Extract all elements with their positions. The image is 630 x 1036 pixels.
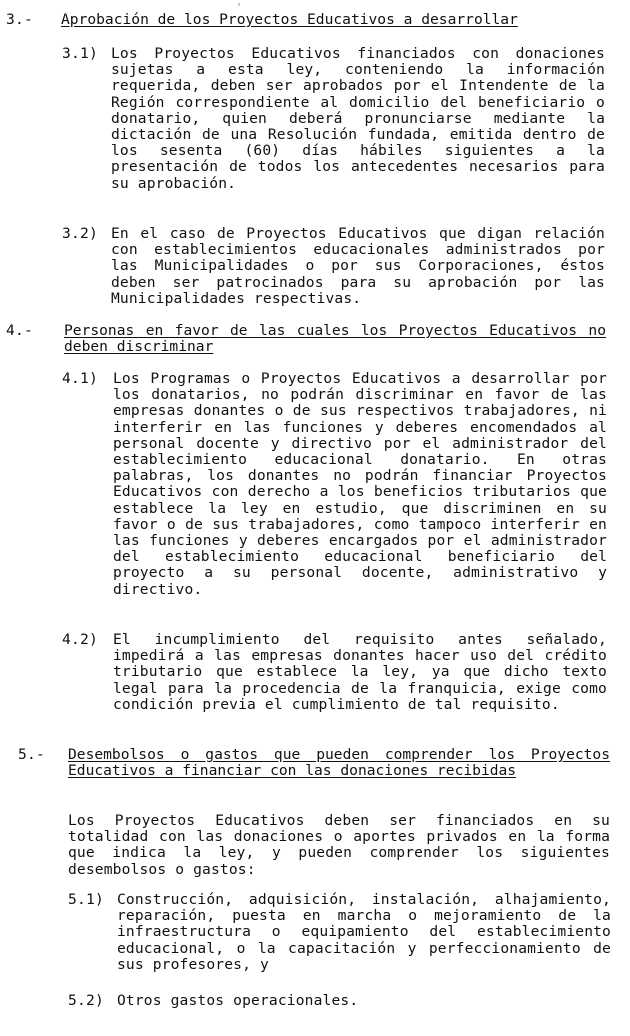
item-3-2-number: 3.2) (62, 225, 98, 242)
item-5-2-number: 5.2) (68, 992, 104, 1009)
item-3-1-text: Los Proyectos Educativos financiados con donaciones sujetas a esta ley, conteniendo la información requerida, deben ser aprobados por el Intendente de la Región correspondiente al domicilio del beneficiario o donatario, quien deberá pronunciarse mediante la dictación de una Resolución fundada, emitida dentro de los sesenta (60) días hábiles siguientes a la presentación de todos los antecedentes necesarios para su aprobación. (111, 45, 605, 192)
item-3-1-number: 3.1) (62, 45, 98, 62)
section-3-heading: Aprobación de los Proyectos Educativos a desarrollar (61, 11, 518, 28)
item-5-1-number: 5.1) (68, 891, 104, 908)
section-5-number: 5.- (18, 746, 45, 763)
section-5-intro: Los Proyectos Educativos deben ser financiados en su totalidad con las donaciones o aportes privados en la forma que indica la ley, y pueden comprender los siguientes desembolsos o gastos: (68, 812, 610, 878)
item-5-2-text: Otros gastos operacionales. (117, 992, 359, 1009)
stray-mark: ' (236, 2, 243, 13)
item-3-2-text: En el caso de Proyectos Educativos que digan relación con establecimientos educacionales administrados por las Municipalidades o por sus Corporaciones, éstos deben ser patrocinados para su aprobación por las Municipalidades respectivas. (111, 225, 605, 307)
item-4-2-number: 4.2) (62, 631, 98, 648)
section-4-number: 4.- (6, 322, 33, 339)
item-4-1-number: 4.1) (62, 370, 98, 387)
section-4-heading: Personas en favor de las cuales los Proyectos Educativos no deben discriminar (64, 322, 606, 356)
item-4-2-text: El incumplimiento del requisito antes señalado, impedirá a las empresas donantes hacer uso del crédito tributario que establece la ley, ya que dicho texto legal para la procedencia de la franquicia, exige como condición previa el cumplimiento de tal requisito. (113, 631, 607, 713)
item-5-1-text: Construcción, adquisición, instalación, alhajamiento, reparación, puesta en marcha o mejoramiento de la infraestructura o equipamiento del establecimiento educacional, o la capacitación y perfeccionamiento de sus profesores, y (117, 891, 611, 973)
section-3-number: 3.- (6, 11, 33, 28)
item-4-1-text: Los Programas o Proyectos Educativos a desarrollar por los donatarios, no podrán discriminar en favor de las empresas donantes o de sus respectivos trabajadores, ni interferir en las funciones y deberes encomendados al personal docente y directivo por el administrador del establecimiento educacional donatario. En otras palabras, los donantes no podrán financiar Proyectos Educativos con derecho a los beneficios tributarios que establece la ley en estudio, que discriminen en su favor o de sus trabajadores, como tampoco interferir en las funciones y deberes encargados por el administrador del establecimiento educacional beneficiario del proyecto a su personal docente, administrativo y directivo. (113, 370, 607, 598)
section-5-heading: Desembolsos o gastos que pueden comprender los Proyectos Educativos a financiar con las donaciones recibidas (68, 746, 610, 780)
